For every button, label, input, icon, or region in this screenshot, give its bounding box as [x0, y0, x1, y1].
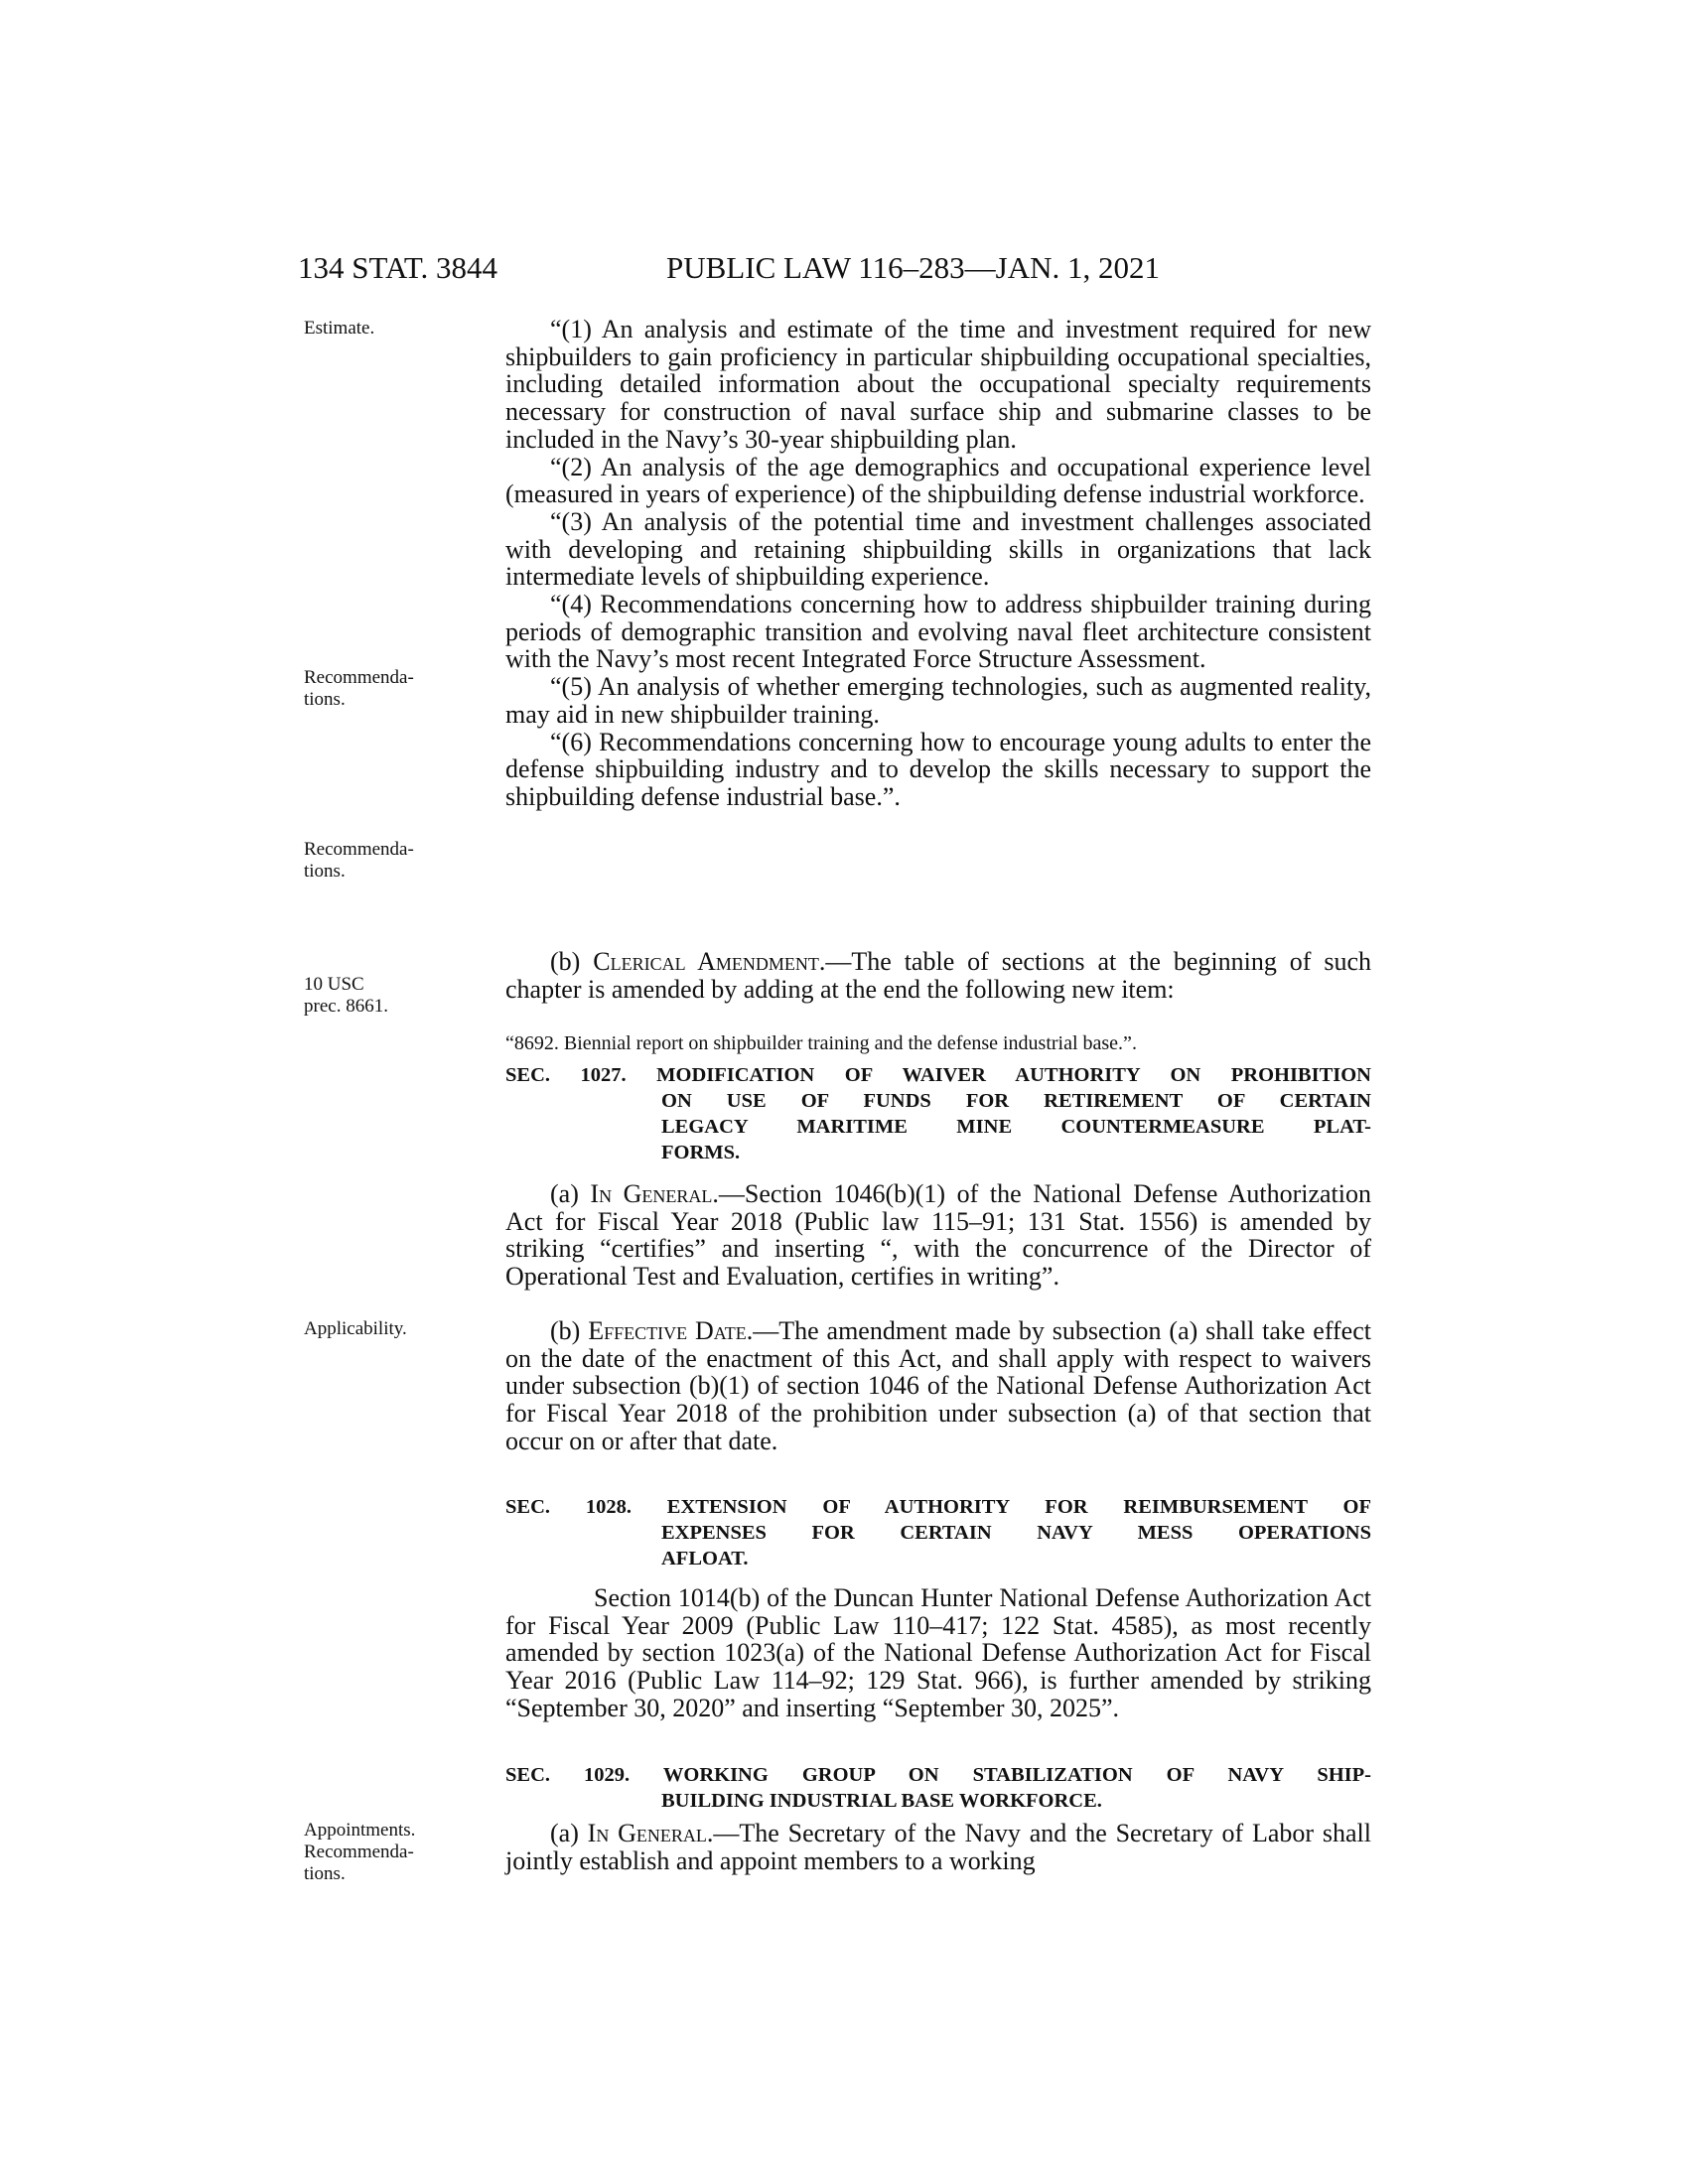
margin-note-recommendations: Recommenda- tions.: [304, 839, 414, 882]
report-elements: [505, 316, 1371, 811]
public-law-title: PUBLIC LAW 116–283—JAN. 1, 2021: [666, 250, 1160, 285]
item-3: “(3) An analysis of the potential time and investment challenges associated with developing and retaining shipbuilding skills in organizations that lack intermediate levels of shipbuilding experience.: [505, 506, 1371, 592]
section-1027-subsection-b: (b) Effective Date.—The amendment made by subsection (a) shall take effect on the date of the enactment of this Act, and shall apply with respect to waivers under subsection (b)(1) of section 1046 of the National Defense Authorization Act for Fiscal Year 2018 of the prohibition under subsection (a) of that section that occur on or after that date.: [505, 1316, 1371, 1455]
margin-note-applicability: Applicability.: [304, 1318, 407, 1339]
margin-note-recommendations: Recommenda- tions.: [304, 667, 414, 710]
section-1028-heading: SEC. 1028. EXTENSION OF AUTHORITY FOR REIMBURSEMENT OF EXPENSES FOR CERTAIN NAVY MESS OPERATIONS AFLOAT.: [505, 1496, 1371, 1570]
item-4: “(4) Recommendations concerning how to address shipbuilder training during periods of demographic transition and evolving naval fleet architecture consistent with the Navy’s most recent Integrated Force Structure Assessment.: [505, 590, 1371, 674]
section-1029-subsection-a: (a) In General.—The Secretary of the Navy and the Secretary of Labor shall jointly establish and appoint members to a working: [505, 1819, 1371, 1875]
margin-note-usc: 10 USC prec. 8661.: [304, 974, 388, 1017]
section-1029-heading: SEC. 1029. WORKING GROUP ON STABILIZATION OF NAVY SHIP- BUILDING INDUSTRIAL BASE WORKFORCE.: [505, 1764, 1371, 1812]
section-1028-body: Section 1014(b) of the Duncan Hunter National Defense Authorization Act for Fiscal Year 2009 (Public Law 110–417; 122 Stat. 4585), as most recently amended by section 1023(a) of the National Defense Authorization Act for Fiscal Year 2016 (Public Law 114–92; 129 Stat. 966), is further amended by striking “September 30, 2020” and inserting “September 30, 2025”.: [505, 1583, 1371, 1722]
item-2: “(2) An analysis of the age demographics and occupational experience level (measured in years of experience) of the shipbuilding defense industrial workforce.: [505, 452, 1371, 509]
section-1027-heading: SEC. 1027. MODIFICATION OF WAIVER AUTHORITY ON PROHIBITION ON USE OF FUNDS FOR RETIREMENT OF CERTAIN LEGACY MARITIME MINE COUNTERMEASURE PLAT- FORMS.: [505, 1064, 1371, 1163]
item-5: “(5) An analysis of whether emerging technologies, such as augmented reality, may aid in new shipbuilder training.: [505, 672, 1371, 729]
stat-page-number: 134 STAT. 3844: [298, 250, 498, 285]
margin-note-appointments: Appointments. Recommenda- tions.: [304, 1820, 416, 1884]
margin-note-estimate: Estimate.: [304, 318, 375, 339]
item-6: “(6) Recommendations concerning how to encourage young adults to enter the defense shipbuilding industry and to develop the skills necessary to support the shipbuilding defense industrial base.”.: [505, 727, 1371, 811]
subsection-heading: In General.: [587, 1819, 714, 1847]
clerical-amendment: (b) Clerical Amendment.—The table of sections at the beginning of such chapter is amended by adding at the end the following new item:: [505, 947, 1371, 1004]
subsection-heading: In General.: [590, 1179, 719, 1208]
item-1: “(1) An analysis and estimate of the time and investment required for new shipbuilders to gain proficiency in particular shipbuilding occupational specialties, including detailed information about the occupational specialty requirements necessary for construction of naval surface ship and submarine classes to be included in the Navy’s 30-year shipbuilding plan.: [505, 315, 1371, 454]
section-1027-subsection-a: (a) In General.—Section 1046(b)(1) of the National Defense Authorization Act for Fiscal Year 2018 (Public law 115–91; 131 Stat. 1556) is amended by striking “certifies” and inserting “, with the concurrence of the Director of Operational Test and Evaluation, certifies in writing”.: [505, 1179, 1371, 1292]
subsection-heading: Clerical Amendment.: [593, 947, 826, 976]
table-of-sections-item: “8692. Biennial report on shipbuilder training and the defense industrial base.”.: [505, 1032, 1137, 1054]
running-head: [298, 250, 1221, 286]
subsection-heading: Effective Date.: [588, 1316, 754, 1345]
